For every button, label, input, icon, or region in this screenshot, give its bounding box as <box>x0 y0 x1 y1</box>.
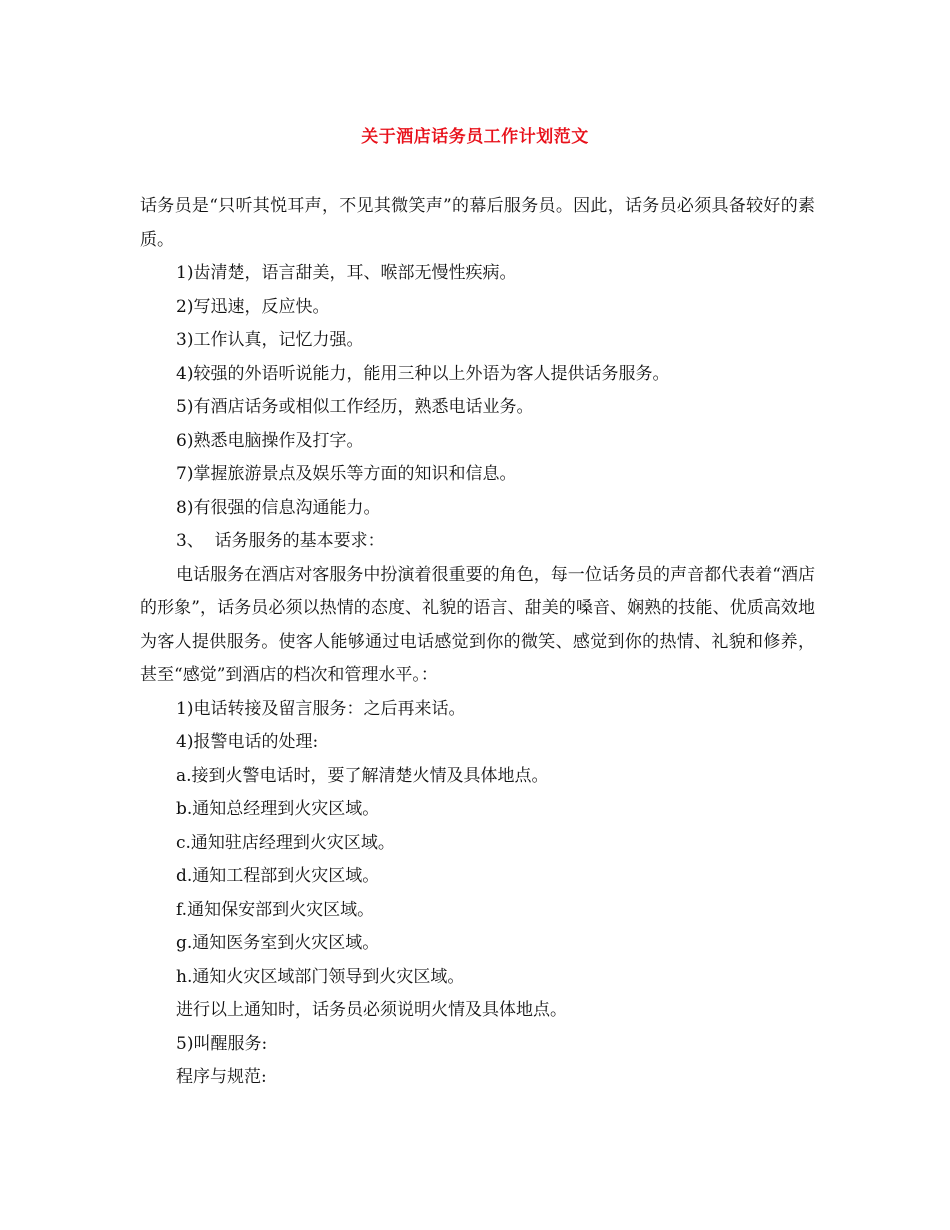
alarm-step: d.通知工程部到火灾区域。 <box>176 866 380 886</box>
quality-item: 3)工作认真，记忆力强。 <box>176 330 364 350</box>
intro-paragraph: 话务员是“只听其悦耳声，不见其微笑声”的幕后服务员。因此，话务员必须具备较好的素质。 <box>140 196 815 250</box>
alarm-step: f.通知保安部到火灾区域。 <box>176 899 375 920</box>
service-item: 5)叫醒服务: <box>176 1033 268 1054</box>
procedure-label: 程序与规范: <box>176 1067 267 1087</box>
alarm-step: b.通知总经理到火灾区域。 <box>176 799 380 819</box>
quality-item: 5)有酒店话务或相似工作经历，熟悉电话业务。 <box>176 397 534 417</box>
section-heading: 3、 话务服务的基本要求： <box>176 531 385 551</box>
alarm-step: h.通知火灾区域部门领导到火灾区域。 <box>176 966 465 987</box>
alarm-note: 进行以上通知时，话务员必须说明火情及具体地点。 <box>176 1000 567 1020</box>
quality-item: 1)齿清楚，语言甜美，耳、喉部无慢性疾病。 <box>176 263 517 283</box>
quality-item: 7)掌握旅游景点及娱乐等方面的知识和信息。 <box>176 464 517 484</box>
quality-item: 8)有很强的信息沟通能力。 <box>176 497 381 518</box>
service-item: 4)报警电话的处理: <box>176 732 319 752</box>
alarm-step: c.通知驻店经理到火灾区域。 <box>176 832 395 853</box>
section-paragraph: 电话服务在酒店对客服务中扮演着很重要的角色，每一位话务员的声音都代表着“酒店的形象”，话务员必须以热情的态度、礼貌的语言、甜美的嗓音、娴熟的技能、优质高效地为客人提供服务。使客人能够通过电话感觉到你的微笑、感觉到你的热情、礼貌和修养，甚至“感觉”到酒店的档次和管理水平。： <box>140 564 815 685</box>
document-title: 关于酒店话务员工作计划范文 <box>361 127 589 147</box>
quality-item: 2)写迅速，反应快。 <box>176 296 330 317</box>
service-item: 1)电话转接及留言服务：之后再来话。 <box>176 698 466 719</box>
document-body <box>140 190 815 1095</box>
alarm-step: g.通知医务室到火灾区域。 <box>176 933 380 953</box>
alarm-step: a.接到火警电话时，要了解清楚火情及具体地点。 <box>176 765 549 786</box>
quality-item: 6)熟悉电脑操作及打字。 <box>176 430 364 451</box>
quality-item: 4)较强的外语听说能力，能用三种以上外语为客人提供话务服务。 <box>176 363 670 384</box>
